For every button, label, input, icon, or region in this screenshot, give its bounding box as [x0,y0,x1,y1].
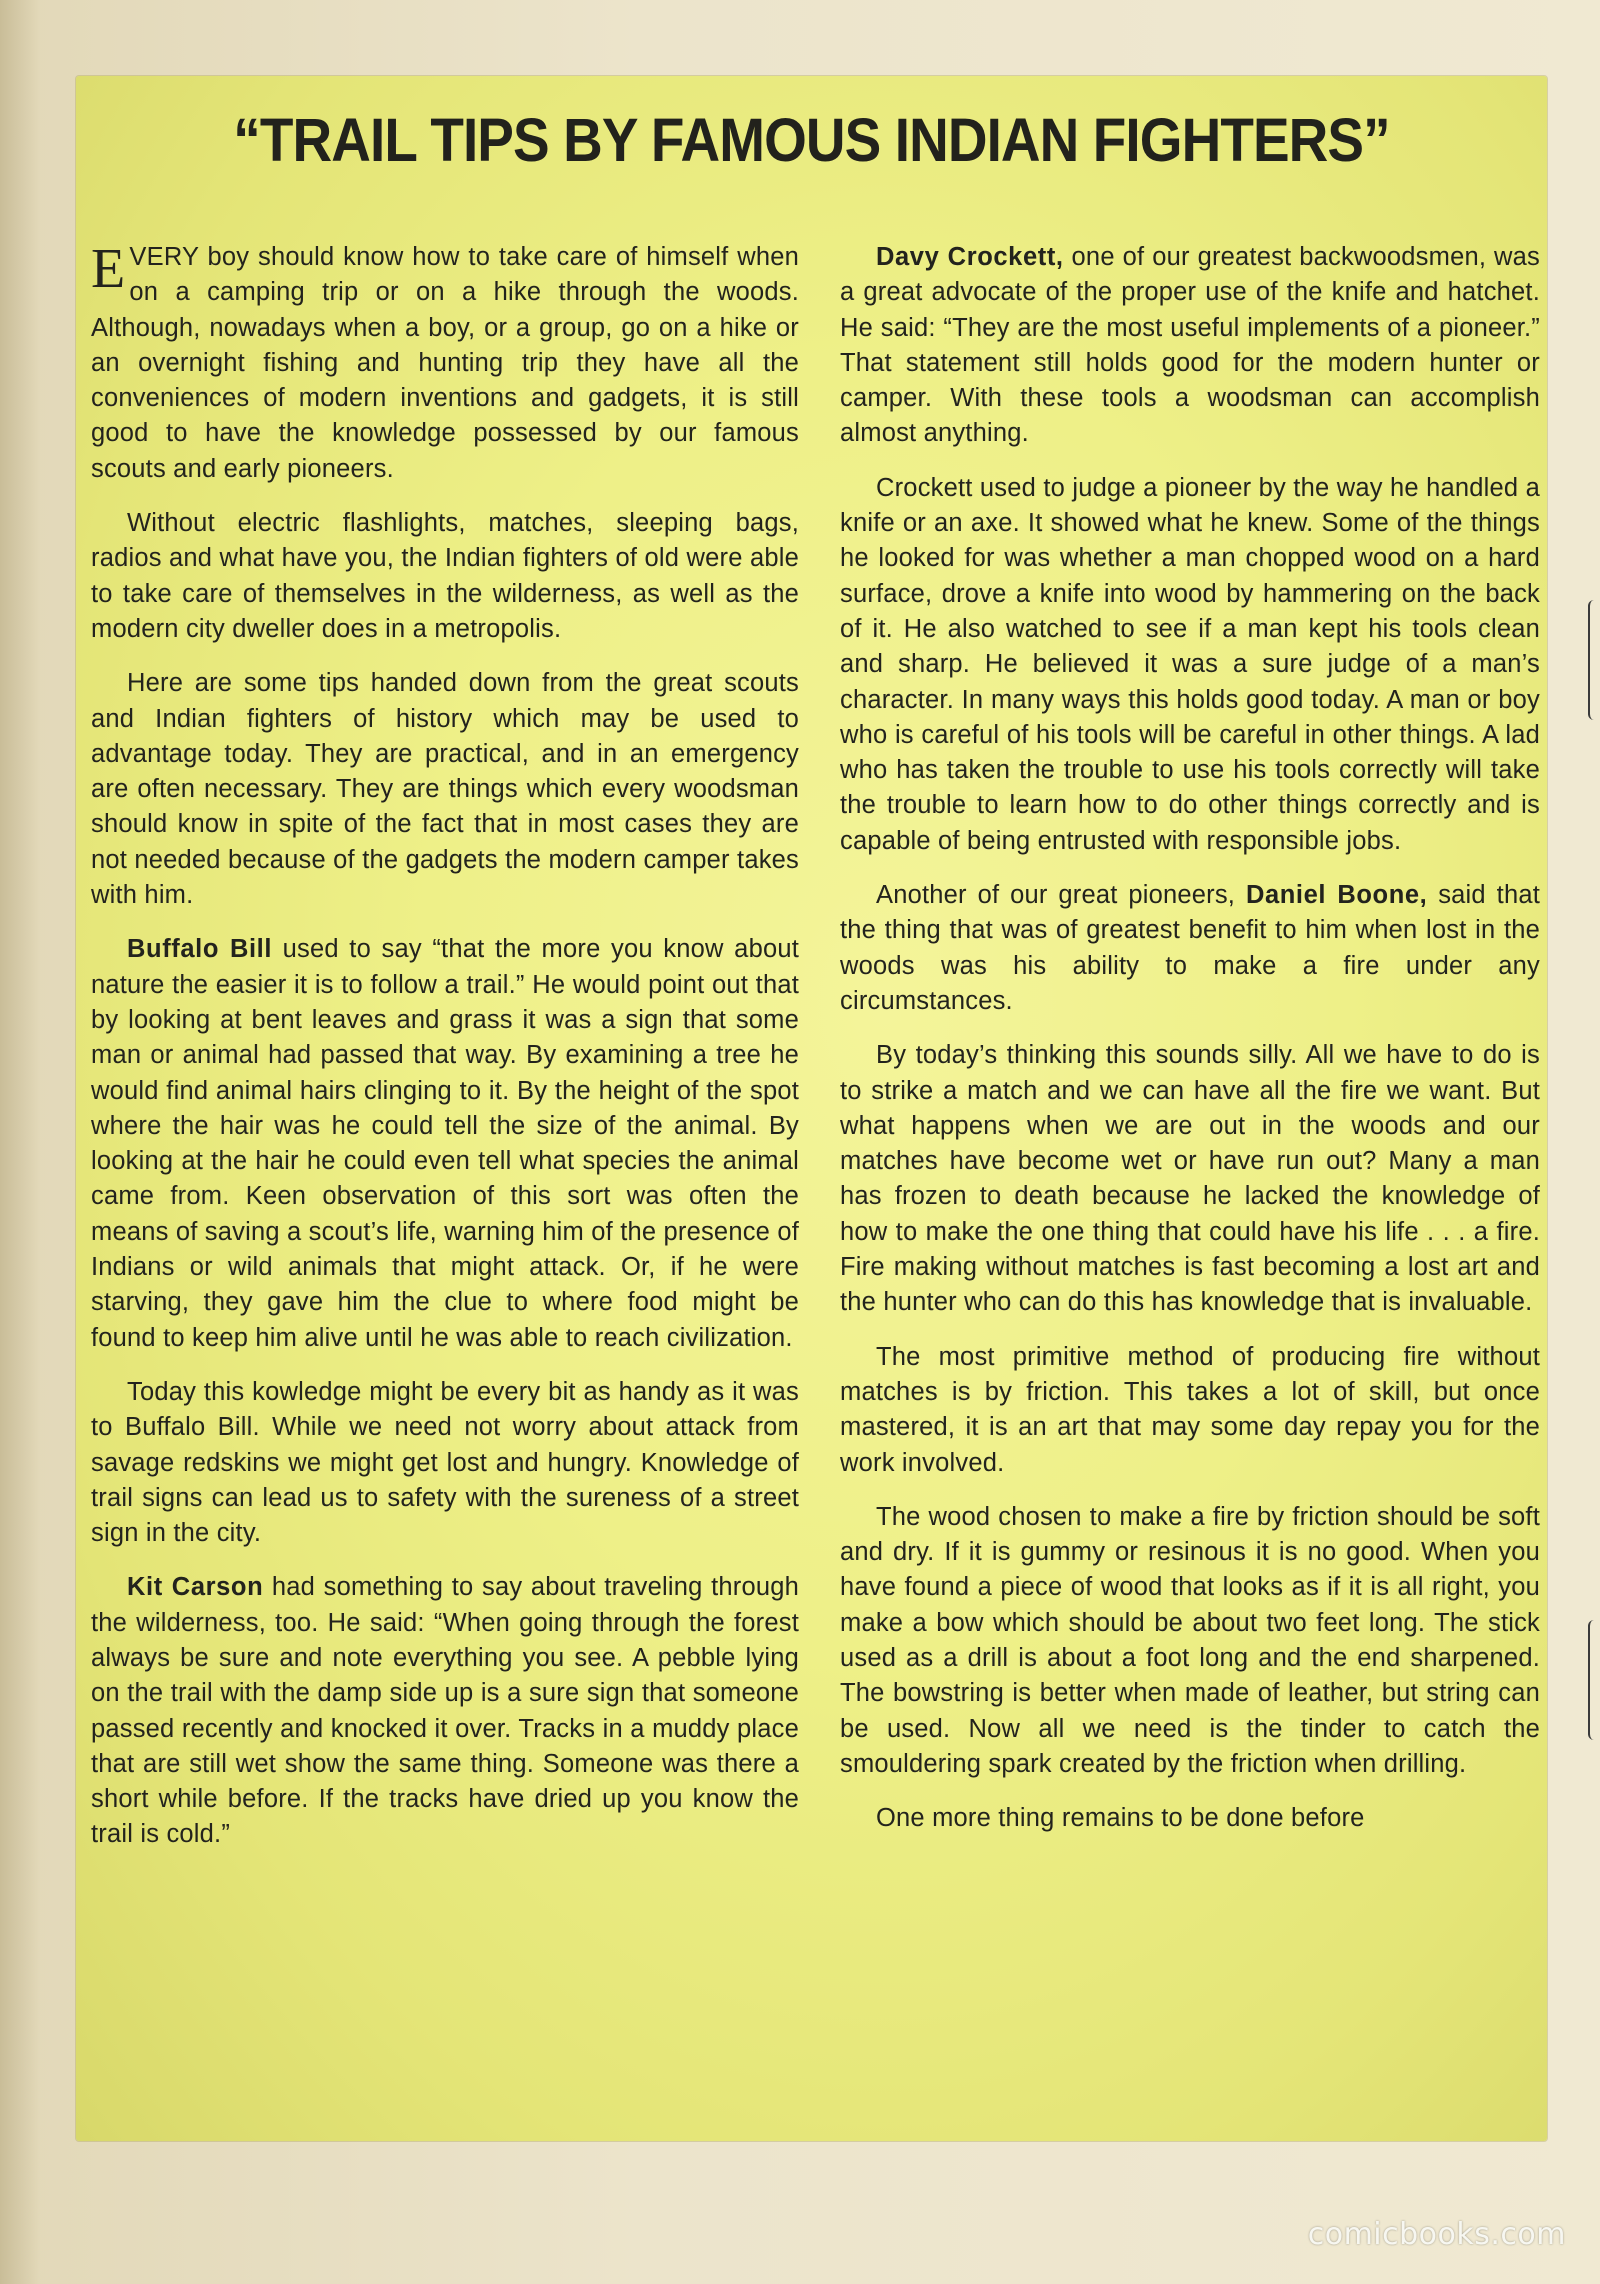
page-edge-shadow [0,0,40,2284]
paragraph [840,878,1540,1019]
paragraph: Crockett used to judge a pioneer by the way he handled a knife or an axe. It showed what he knew. Some of the things he looked for was whether a man chopped wood on a hard surface, drove a knife into wood by hammering on the back of it. He also watched to see if a man kept his tools clean and sharp. He believed it was a sure judge of a man’s character. In many ways this holds good today. A man or boy who is careful of his tools will be careful in other things. A lad who has taken the trouble to use his tools correctly will take the trouble to learn how to do other things correctly and is capable of being entrusted with responsible jobs. [840,473,1540,855]
paragraph-text: used to say “that the more you know about nature the easier it is to follow a trail.” He would point out that by looking at bent leaves and grass it was a sign that some man or animal had passed that way. By examining a tree he would find animal hairs clinging to it. By the height of the spot where the hair was he could tell the size of the animal. By looking at the hair he could even tell what species the animal came from. Keen observation of this sort was often the means of saving a scout’s life, warning him of the presence of Indians or wild animals that might attack. Or, if he were starving, they gave him the clue to where food might be found to keep him alive until he was able to reach civilization. [91,935,799,1352]
paragraph: Today this kowledge might be every bit as handy as it was to Buffalo Bill. While we need not worry about attack from savage redskins we might get lost and hungry. Knowledge of trail signs can lead us to safety with the sureness of a street sign in the city. [91,1377,799,1548]
drop-cap: E [91,238,126,300]
paragraph: The wood chosen to make a fire by friction should be soft and dry. If it is gummy or resinous it is no good. When you have found a piece of wood that looks as if it is all right, you make a bow which should be about two feet long. The stick used as a drill is about a foot long and the end sharpened. The bowstring is better when made of leather, but string can be used. Now all we need is the tinder to catch the smouldering spark created by the friction when drilling. [840,1502,1540,1778]
watermark: comicbooks.com [1307,2217,1566,2252]
paragraph-text: Another of our great pioneers, [876,881,1246,910]
paragraph-text: said that the thing that was of greatest benefit to him when lost in the woods was his ability to make a fire under any circumstances. [840,881,1540,1015]
paragraph-text: had something to say about traveling through the wilderness, too. He said: “When going through the forest always be sure and note everything you see. A pebble lying on the trail with the damp side up is a sure sign that someone passed recently and knocked it over. Tracks in a muddy place that are still wet show the same thing. Someone was there a short while before. If the tracks have dried up you know the trail is cold.” [91,1573,799,1849]
staple-mark [1588,1620,1600,1740]
paragraph [91,240,799,487]
paragraph: Here are some tips handed down from the great scouts and Indian fighters of history which may be used to advantage today. They are practical, and in an emergency are often necessary. They are things which every woodsman should know in spite of the fact that in most cases they are not needed because of the gadgets the modern camper takes with him. [91,669,799,910]
paragraph-text: VERY boy should know how to take care of himself when on a camping trip or on a hike through the woods. Although, nowadays when a boy, or a group, go on a hike or an overnight fishing and hunting trip they have all the conveniences of modern inventions and gadgets, it is still good to have the knowledge possessed by our famous scouts and early pioneers. [91,243,799,483]
paragraph [91,1570,799,1852]
person-name: Daniel Boone, [1245,881,1428,910]
paragraph-text: one of our greatest backwoodsmen, was a great advocate of the proper use of the knife and hatchet. He said: “They are the most useful implements of a pioneer.” That statement still holds good for the modern hunter or camper. With these tools a woodsman can accomplish almost anything. [840,243,1540,448]
staple-mark [1588,600,1600,720]
paragraph: Without electric flashlights, matches, sleeping bags, radios and what have you, the Indian fighters of old were able to take care of themselves in the wilderness, as well as the modern city dweller does in a metropolis. [91,509,799,643]
article-title: “TRAIL TIPS BY FAMOUS INDIAN FIGHTERS” [233,106,1390,174]
person-name: Buffalo Bill [127,935,273,964]
person-name: Davy Crockett, [876,243,1064,271]
paragraph [840,240,1540,452]
paragraph: The most primitive method of producing fire without matches is by friction. This takes a lot of skill, but once mastered, it is an art that may some day repay you for the work involved. [840,1342,1540,1477]
person-name: Kit Carson [127,1573,264,1602]
right-column [840,240,1540,1855]
paragraph [91,932,799,1356]
paragraph: One more thing remains to be done before [876,1804,1365,1833]
left-column [91,240,799,1872]
paragraph: By today’s thinking this sounds silly. All we have to do is to strike a match and we can have all the fire we want. But what happens when we are out in the woods and our matches have become wet or have run out? Many a man has frozen to death because he lacked the knowledge of how to make the one thing that could have his life . . . a fire. Fire making without matches is fast becoming a lost art and the hunter who can do this has knowledge that is invaluable. [840,1041,1540,1317]
